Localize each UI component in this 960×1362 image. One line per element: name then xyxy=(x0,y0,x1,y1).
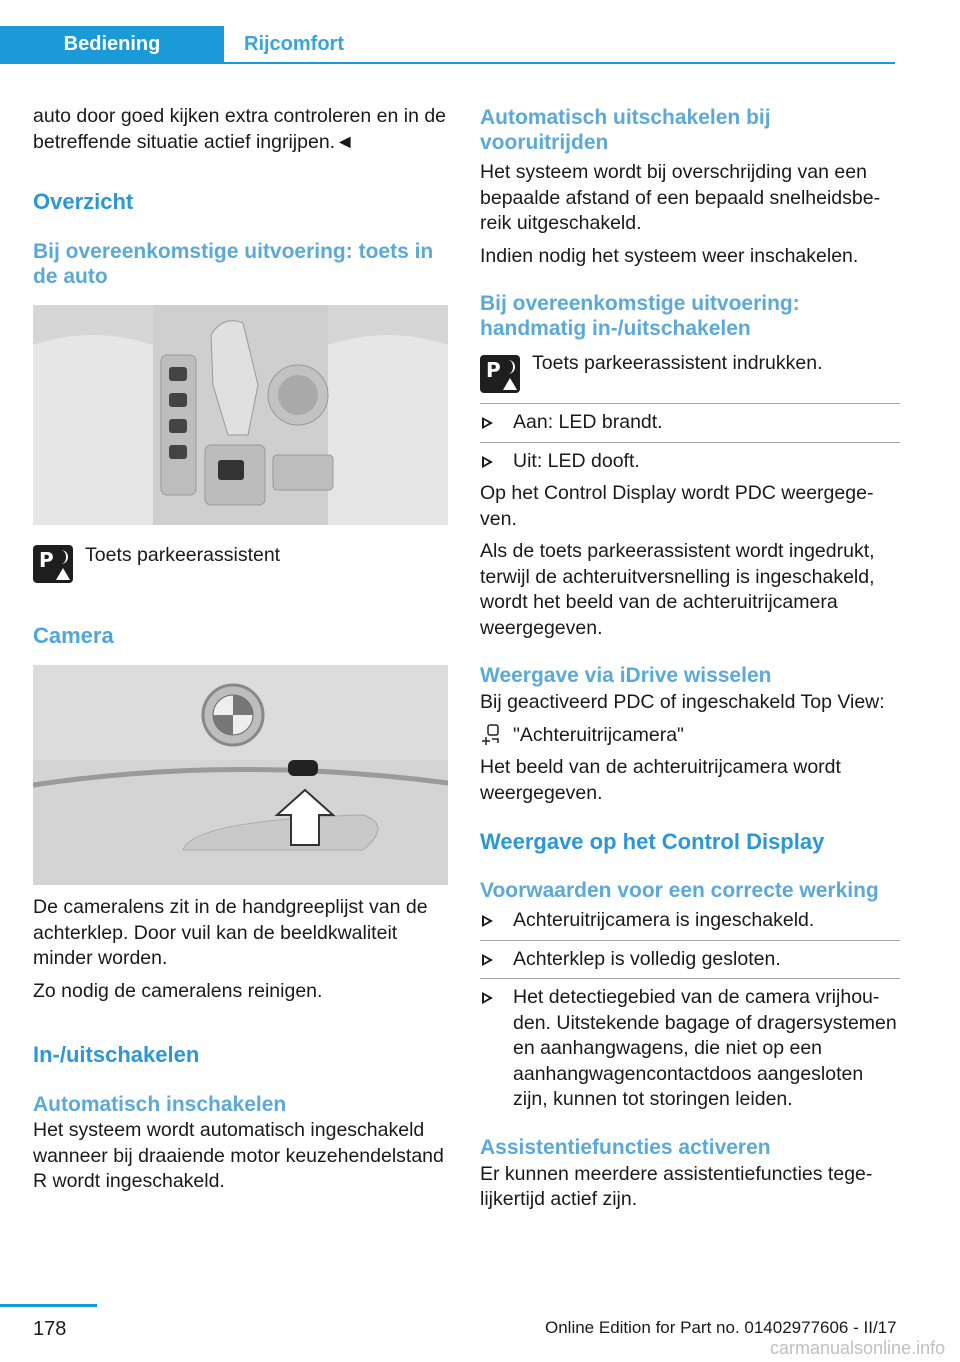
assist-heading: Assistentiefuncties activeren xyxy=(480,1135,771,1159)
intro-text: auto door goed kijken extra controleren en in de betreffende situatie actief ingrijpen.◄ xyxy=(33,105,447,153)
divider xyxy=(480,442,900,443)
assist-text: Er kunnen meerdere assistentiefuncties tegelijkertijd actief zijn. xyxy=(480,1162,873,1210)
rear-camera-icon xyxy=(480,723,502,745)
idrive-heading: Weergave via iDrive wisselen xyxy=(480,664,772,687)
bullet-triangle-icon xyxy=(482,954,493,966)
console-photo xyxy=(33,305,448,525)
camera-heading: Camera xyxy=(33,623,114,648)
bullet-triangle-icon xyxy=(482,417,493,429)
camera-illustration xyxy=(33,665,448,885)
camera-clean-text: Zo nodig de cameralens reinigen. xyxy=(33,979,323,1002)
list-item: Uit: LED dooft. xyxy=(480,449,900,475)
manual-icon-text: Toets parkeerassistent indrukken. xyxy=(532,352,823,374)
manual-list xyxy=(480,410,900,436)
parking-assistant-icon: P xyxy=(480,355,520,393)
bullet-triangle-icon xyxy=(482,992,493,1004)
camera-photo xyxy=(33,665,448,885)
console-illustration xyxy=(33,305,448,525)
parking-assistant-icon: P xyxy=(33,545,73,583)
camera-text: De cameralens zit in de handgreeplijst van de achterklep. Door vuil kan de beeldkwaliteit minder worden. xyxy=(33,896,428,969)
reverse-text: Als de toets parkeerassistent wordt ingedrukt, terwijl de achteruitversnelling is ingeschakeld, wordt het beeld van de achteruitrijcamera weergegeven. xyxy=(480,540,875,639)
manual-heading: Bij overeenkomstige uitvoering: handmatig in-/uitschakelen xyxy=(480,292,800,340)
conditions-list-2 xyxy=(480,947,900,973)
right-column xyxy=(480,100,900,1213)
conditions-heading: Voorwaarden voor een correcte werking xyxy=(480,879,879,902)
conditions-list-3 xyxy=(480,985,900,1113)
manual-list-2 xyxy=(480,449,900,475)
display-heading: Weergave op het Control Display xyxy=(480,829,825,854)
header-tabs xyxy=(0,26,895,64)
page-number: 178 xyxy=(33,1318,67,1340)
onoff-heading: In-/uitschakelen xyxy=(33,1042,200,1067)
button-caption: Toets parkeerassistent xyxy=(85,544,281,566)
auto-on-text: Het systeem wordt automatisch ingeschakeld wanneer bij draaiende motor keuzehendelstand R wordt ingeschakeld. xyxy=(33,1119,444,1192)
list-item: Aan: LED brandt. xyxy=(480,410,900,436)
list-item: Achterklep is volledig gesloten. xyxy=(480,947,900,973)
auto-off-text: Het systeem wordt bij overschrijding van een bepaalde afstand of een bepaald snelheidsbereik uitgeschakeld. xyxy=(480,161,881,234)
watermark: carmanualsonline.info xyxy=(770,1338,946,1358)
divider xyxy=(480,978,900,979)
tab-rijcomfort[interactable]: Rijcomfort xyxy=(244,33,344,55)
auto-off-heading: Automatisch uitschakelen bij vooruitrijden xyxy=(480,106,771,154)
divider xyxy=(480,403,900,404)
footer-rule xyxy=(0,1304,97,1307)
idrive-text: Bij geactiveerd PDC of ingeschakeld Top View: xyxy=(480,691,885,713)
conditions-list xyxy=(480,908,900,934)
overview-heading: Overzicht xyxy=(33,189,134,214)
auto-on-heading: Automatisch inschakelen xyxy=(33,1093,287,1116)
button-caption-row xyxy=(33,545,448,583)
button-heading: Bij overeenkomstige uitvoering: toets in de auto xyxy=(33,240,434,288)
pdc-text: Op het Control Display wordt PDC weergegeven. xyxy=(480,482,874,530)
edition-text: Online Edition for Part no. 01402977606 - II/17 xyxy=(545,1318,897,1337)
bullet-triangle-icon xyxy=(482,915,493,927)
auto-off-text2: Indien nodig het systeem weer inschakelen. xyxy=(480,244,859,267)
bullet-triangle-icon xyxy=(482,456,493,468)
list-item: Achteruitrijcamera is ingeschakeld. xyxy=(480,908,900,934)
divider xyxy=(480,940,900,941)
tab-bediening[interactable]: Bediening xyxy=(0,26,224,62)
idrive-menu-item: "Achteruitrijcamera" xyxy=(513,723,684,746)
idrive-menu-row xyxy=(480,723,900,749)
idrive-result: Het beeld van de achteruitrijcamera wordt weergegeven. xyxy=(480,756,841,804)
list-item: Het detectiegebied van de camera vrijhouden. Uitstekende bagage of dragersystemen en aanhangwagens, die niet op een aanhangwagencontactdoos aangesloten zijn, kunnen tot storingen leiden. xyxy=(480,985,900,1113)
left-column xyxy=(33,100,448,1195)
manual-icon-row xyxy=(480,352,900,393)
